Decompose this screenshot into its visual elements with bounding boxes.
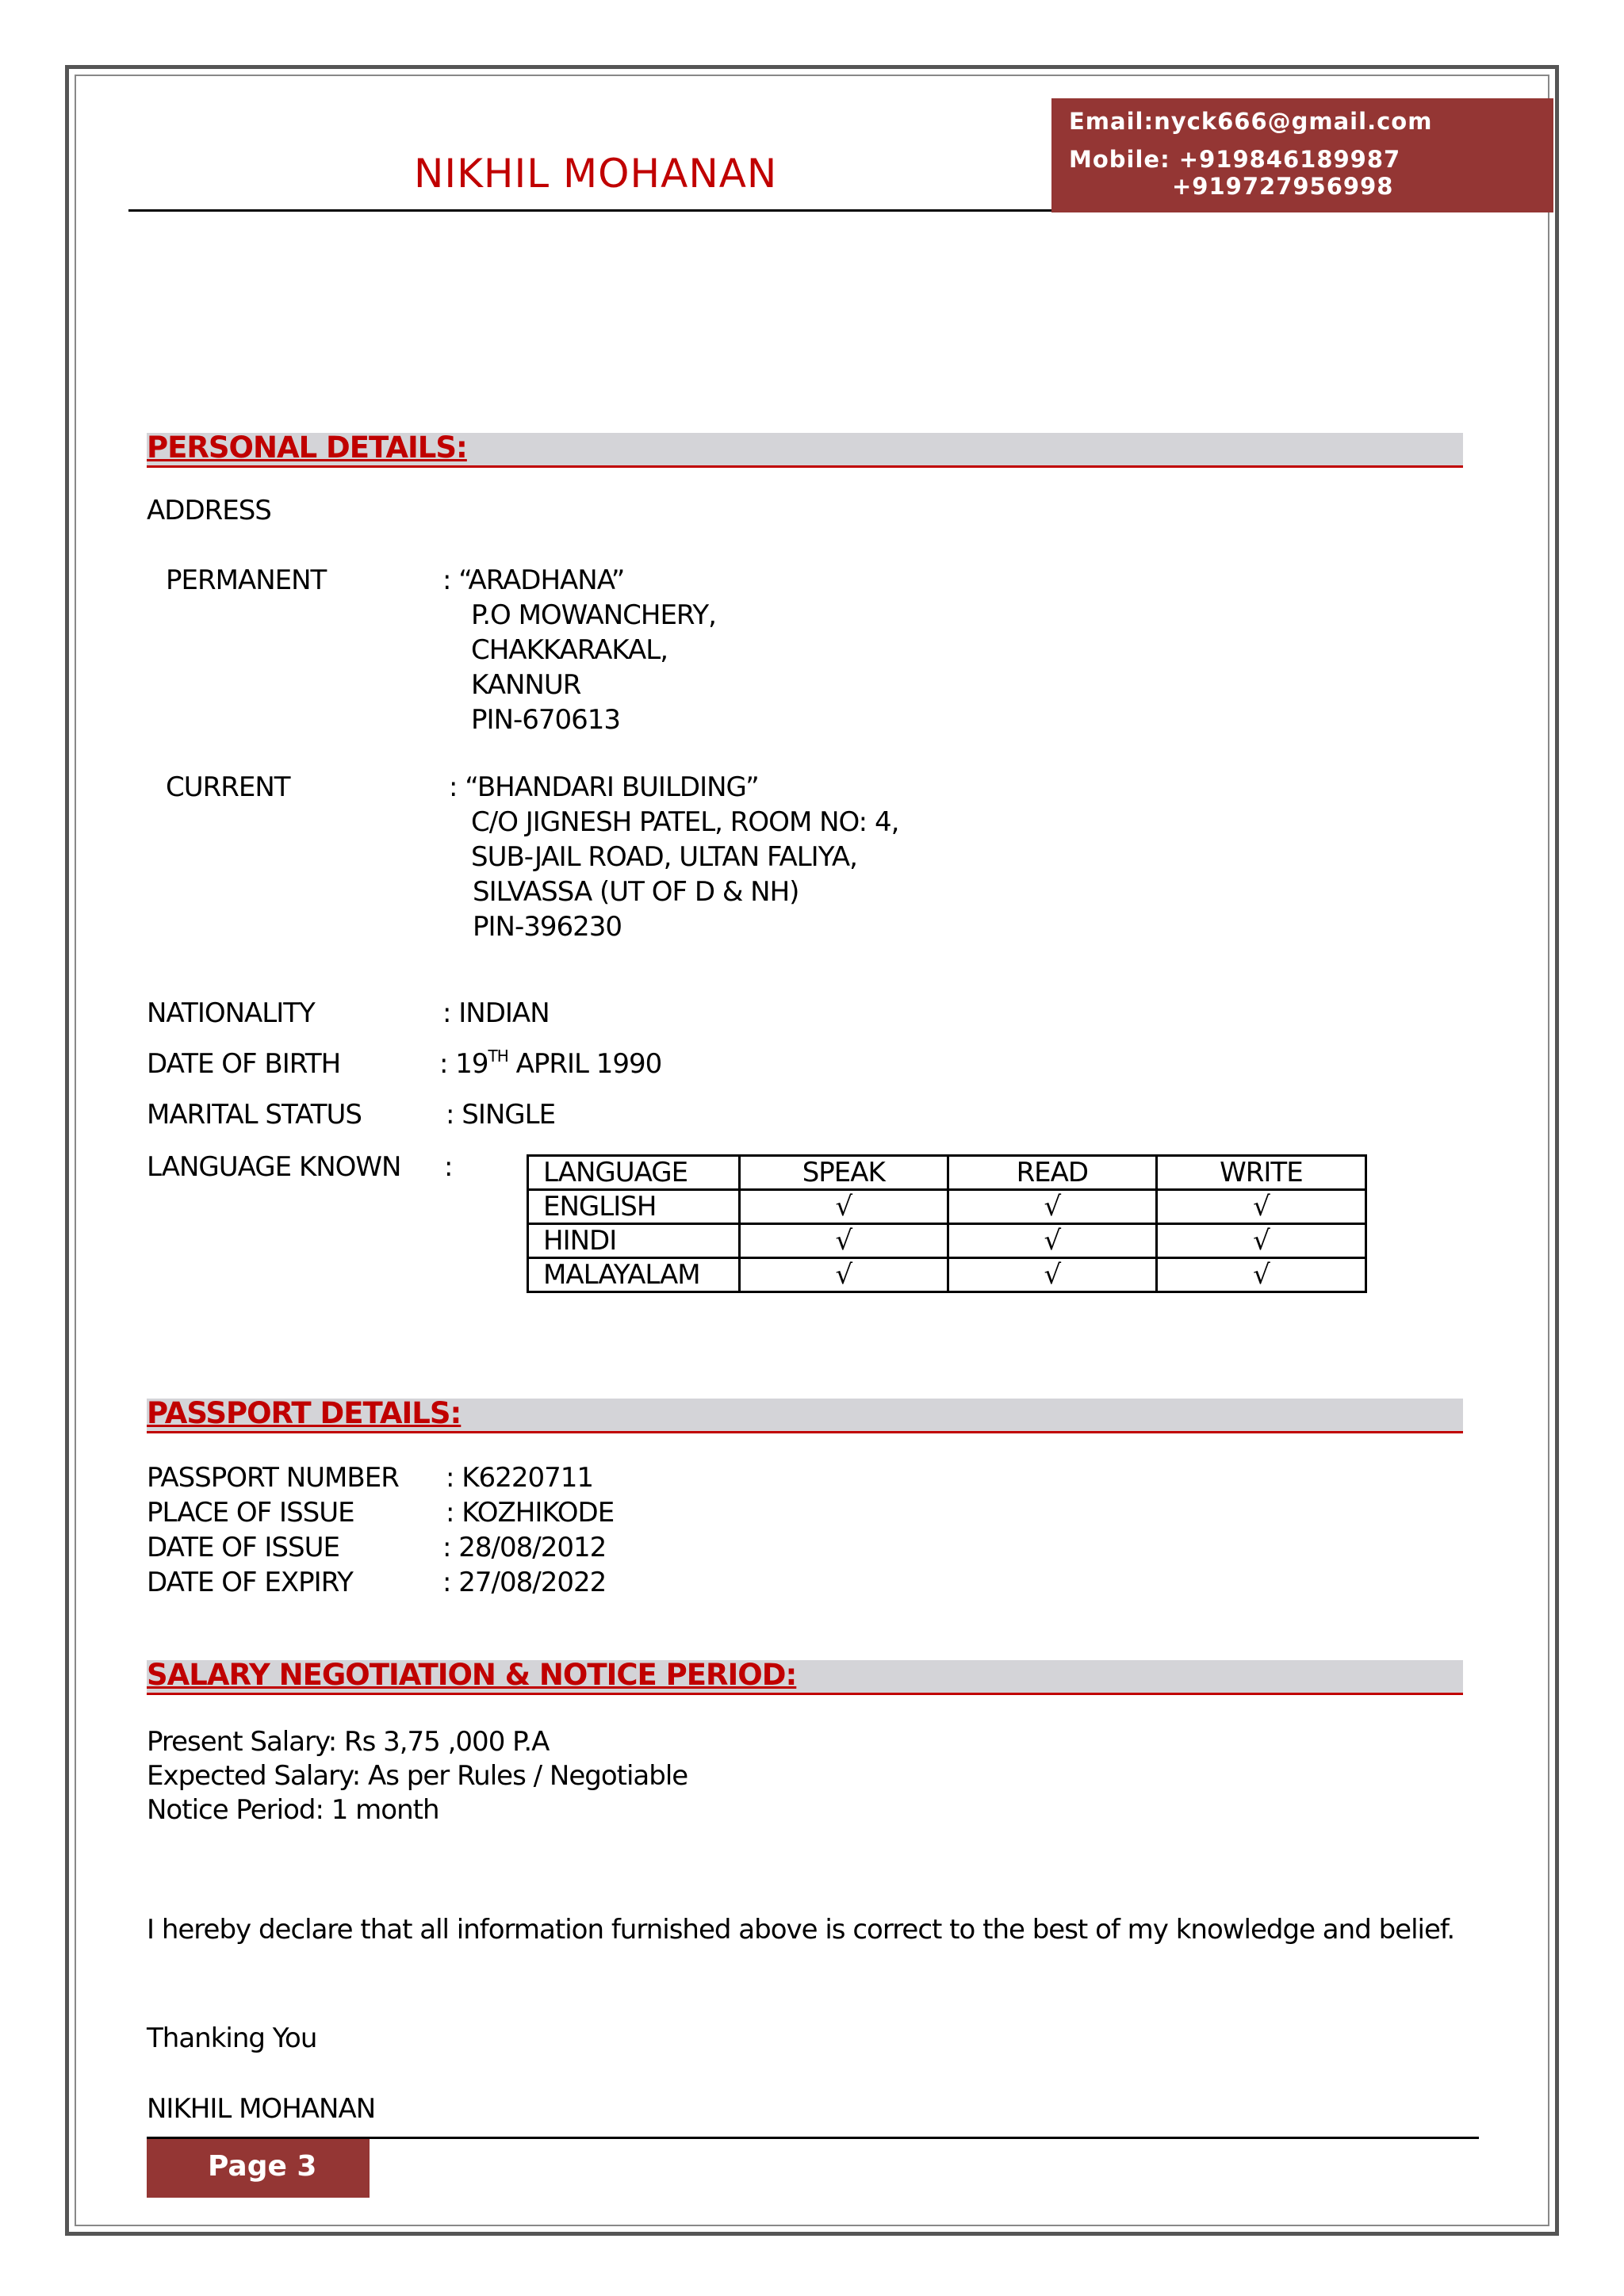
notice-period: Notice Period: 1 month [147, 1794, 439, 1826]
check-mark: √ [948, 1190, 1156, 1224]
page-number: Page 3 [208, 2150, 317, 2183]
permanent-line: P.O MOWANCHERY, [471, 599, 716, 631]
present-salary: Present Salary: Rs 3,75 ,000 P.A [147, 1726, 550, 1758]
place-of-issue-label: PLACE OF ISSUE [147, 1497, 354, 1529]
section-bar-passport [147, 1396, 1463, 1433]
passport-number-label: PASSPORT NUMBER [147, 1462, 399, 1494]
date-of-issue-value: : 28/08/2012 [442, 1532, 607, 1563]
nationality-value: : INDIAN [442, 997, 550, 1029]
passport-number-value: : K6220711 [446, 1462, 593, 1494]
signature-name: NIKHIL MOHANAN [147, 2093, 376, 2125]
table-header-cell: SPEAK [739, 1156, 948, 1190]
marital-label: MARITAL STATUS [147, 1099, 362, 1131]
contact-mobile-1: Mobile: +919846189987 [1069, 146, 1401, 173]
check-mark: √ [1156, 1258, 1365, 1292]
marital-value: : SINGLE [446, 1099, 556, 1131]
language-colon: : [444, 1151, 453, 1183]
check-mark: √ [948, 1224, 1156, 1258]
language-name: MALAYALAM [528, 1258, 740, 1292]
candidate-name: NIKHIL MOHANAN [414, 151, 778, 197]
header-rule [128, 209, 1051, 212]
dob-day: : 19 [439, 1048, 488, 1080]
permanent-line: KANNUR [471, 669, 581, 701]
dob-value [439, 1048, 661, 1080]
check-mark: √ [739, 1258, 948, 1292]
current-line: C/O JIGNESH PATEL, ROOM NO: 4, [471, 806, 899, 838]
page-border-inner [75, 75, 1549, 2226]
section-title-salary: SALARY NEGOTIATION & NOTICE PERIOD: [147, 1658, 797, 1692]
table-header-row [528, 1156, 1366, 1190]
language-table [527, 1154, 1367, 1293]
contact-mobile-2: +919727956998 [1172, 173, 1394, 200]
permanent-line: : “ARADHANA” [442, 564, 625, 596]
section-bar-personal [147, 430, 1463, 468]
current-label: CURRENT [166, 771, 290, 803]
table-row [528, 1224, 1366, 1258]
declaration-text: I hereby declare that all information furnished above is correct to the best of my knowledge and belief. [147, 1914, 1455, 1946]
check-mark: √ [739, 1190, 948, 1224]
section-title-personal: PERSONAL DETAILS: [147, 430, 467, 465]
dob-ordinal: TH [488, 1047, 508, 1066]
thanks-text: Thanking You [147, 2022, 317, 2054]
table-header-cell: WRITE [1156, 1156, 1365, 1190]
current-line: SUB-JAIL ROAD, ULTAN FALIYA, [471, 841, 857, 873]
permanent-line: PIN-670613 [471, 704, 621, 736]
table-header-cell: LANGUAGE [528, 1156, 740, 1190]
language-name: HINDI [528, 1224, 740, 1258]
dob-label: DATE OF BIRTH [147, 1048, 341, 1080]
section-bar-salary [147, 1660, 1463, 1695]
place-of-issue-value: : KOZHIKODE [446, 1497, 615, 1529]
section-title-passport: PASSPORT DETAILS: [147, 1396, 462, 1430]
date-of-issue-label: DATE OF ISSUE [147, 1532, 339, 1563]
address-label: ADDRESS [147, 495, 271, 526]
permanent-label: PERMANENT [166, 564, 327, 596]
check-mark: √ [1156, 1190, 1365, 1224]
check-mark: √ [948, 1258, 1156, 1292]
page-number-tab [147, 2139, 370, 2198]
language-label: LANGUAGE KNOWN [147, 1151, 401, 1183]
permanent-line: CHAKKARAKAL, [471, 634, 668, 666]
dob-month-year: APRIL 1990 [508, 1048, 662, 1080]
expected-salary: Expected Salary: As per Rules / Negotiable [147, 1760, 688, 1792]
table-row [528, 1190, 1366, 1224]
contact-email: Email:nyck666@gmail.com [1069, 108, 1433, 135]
current-line: PIN-396230 [473, 911, 622, 943]
language-name: ENGLISH [528, 1190, 740, 1224]
table-header-cell: READ [948, 1156, 1156, 1190]
table-row [528, 1258, 1366, 1292]
current-line: SILVASSA (UT OF D & NH) [473, 876, 799, 908]
nationality-label: NATIONALITY [147, 997, 315, 1029]
check-mark: √ [739, 1224, 948, 1258]
date-of-expiry-value: : 27/08/2022 [442, 1567, 607, 1598]
current-line: : “BHANDARI BUILDING” [449, 771, 759, 803]
date-of-expiry-label: DATE OF EXPIRY [147, 1567, 353, 1598]
contact-box [1051, 98, 1553, 212]
check-mark: √ [1156, 1224, 1365, 1258]
